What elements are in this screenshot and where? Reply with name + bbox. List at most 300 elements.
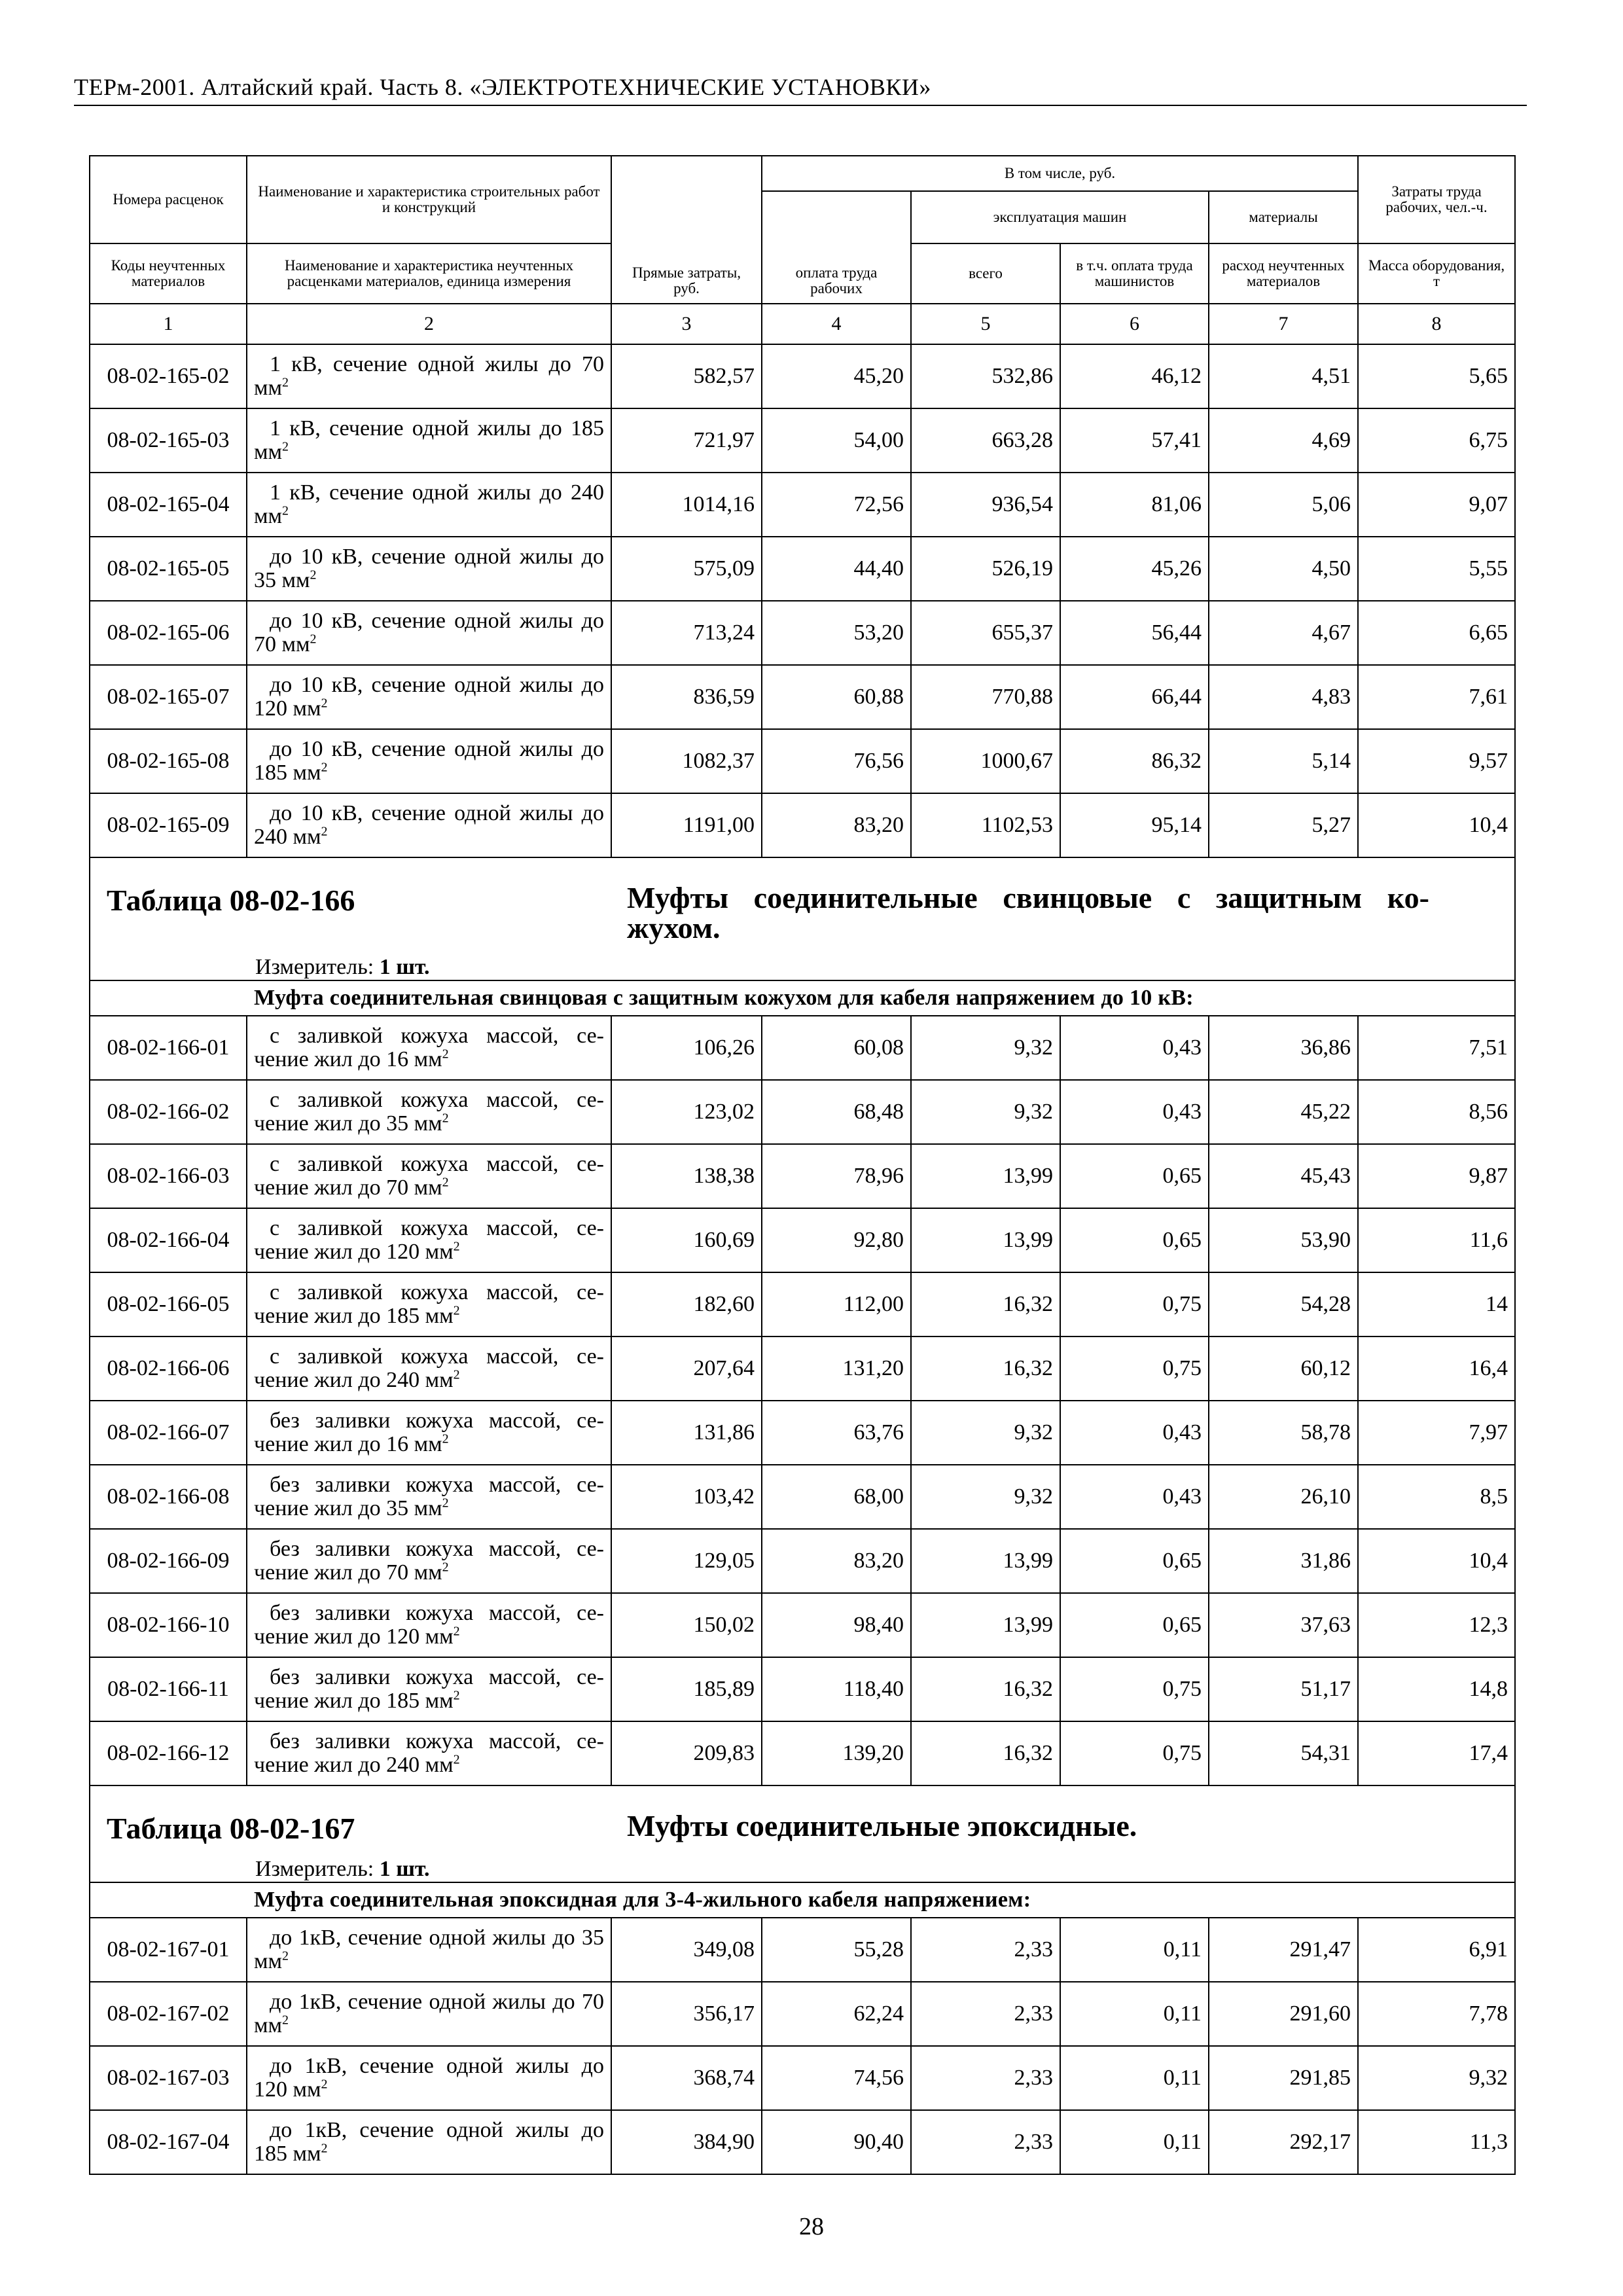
machinist-wages-cell: 0,75 (1060, 1336, 1209, 1401)
description-text: до 1кВ, сечение одной жилы до 185 мм (254, 2118, 604, 2166)
materials-cell: 291,60 (1209, 1982, 1358, 2046)
table-row (90, 473, 1515, 537)
wages-cell: 118,40 (762, 1657, 911, 1721)
work-description (247, 793, 611, 857)
labor-cell: 9,57 (1358, 729, 1515, 793)
materials-cell: 26,10 (1209, 1465, 1358, 1529)
table-row (90, 2110, 1515, 2174)
wages-cell: 55,28 (762, 1918, 911, 1982)
labor-cell: 14 (1358, 1272, 1515, 1336)
unit-exponent: 2 (453, 1752, 460, 1767)
machines-total-cell: 1000,67 (911, 729, 1060, 793)
column-number: 1 (90, 304, 247, 344)
direct-costs-cell: 349,08 (611, 1918, 762, 1982)
header-material-codes: Коды неучтенных материалов (90, 243, 247, 304)
header-material-description: Наименование и характеристика неучтенных расценками материалов, единица измерения (247, 243, 611, 304)
machinist-wages-cell: 0,43 (1060, 1465, 1209, 1529)
direct-costs-cell: 138,38 (611, 1144, 762, 1208)
description-text: до 10 кВ, сечение одной жилы до 240 мм (254, 801, 604, 849)
work-description (247, 1721, 611, 1785)
machinist-wages-cell: 0,11 (1060, 2046, 1209, 2110)
materials-cell: 58,78 (1209, 1401, 1358, 1465)
machines-total-cell: 16,32 (911, 1272, 1060, 1336)
table-row (90, 601, 1515, 665)
table-row (90, 1016, 1515, 1080)
header-labor-costs: Затраты труда рабочих, чел.-ч. (1358, 156, 1515, 243)
wages-cell: 76,56 (762, 729, 911, 793)
wages-cell: 68,00 (762, 1465, 911, 1529)
materials-cell: 5,06 (1209, 473, 1358, 537)
direct-costs-cell: 160,69 (611, 1208, 762, 1272)
work-description (247, 473, 611, 537)
materials-cell: 37,63 (1209, 1593, 1358, 1657)
wages-cell: 54,00 (762, 408, 911, 473)
description-text: с заливкой кожуха массой, се-чение жил до 185 мм (254, 1280, 604, 1328)
labor-cell: 6,91 (1358, 1918, 1515, 1982)
description-text: без заливки кожуха массой, се-чение жил до 120 мм (254, 1601, 604, 1649)
materials-cell: 45,43 (1209, 1144, 1358, 1208)
unit-exponent: 2 (442, 1560, 449, 1575)
unit-exponent: 2 (321, 2077, 328, 2092)
work-description (247, 1593, 611, 1657)
materials-cell: 54,31 (1209, 1721, 1358, 1785)
direct-costs-cell: 356,17 (611, 1982, 762, 2046)
table-row (90, 1529, 1515, 1593)
direct-costs-cell: 575,09 (611, 537, 762, 601)
labor-cell: 7,97 (1358, 1401, 1515, 1465)
machines-total-cell: 9,32 (911, 1465, 1060, 1529)
labor-cell: 9,07 (1358, 473, 1515, 537)
description-text: с заливкой кожуха массой, се-чение жил до 16 мм (254, 1024, 604, 1071)
wages-cell: 139,20 (762, 1721, 911, 1785)
rate-code: 08-02-166-08 (90, 1465, 247, 1529)
table-row (90, 1593, 1515, 1657)
header-direct-costs: Прямые затраты, руб. (611, 156, 762, 304)
description-text: до 1кВ, сечение одной жилы до 70 мм (254, 1990, 604, 2037)
wages-cell: 45,20 (762, 344, 911, 408)
rate-code: 08-02-166-05 (90, 1272, 247, 1336)
labor-cell: 7,78 (1358, 1982, 1515, 2046)
table-row (90, 344, 1515, 408)
direct-costs-cell: 384,90 (611, 2110, 762, 2174)
machines-total-cell: 663,28 (911, 408, 1060, 473)
table-166-measure (90, 948, 1515, 980)
description-text: без заливки кожуха массой, се-чение жил до 35 мм (254, 1473, 604, 1520)
machinist-wages-cell: 66,44 (1060, 665, 1209, 729)
wages-cell: 72,56 (762, 473, 911, 537)
wages-cell: 44,40 (762, 537, 911, 601)
column-number: 8 (1358, 304, 1515, 344)
table-166-name: Муфты соединительные свинцовые с защитным ко-жухом. (627, 881, 1430, 944)
header-rate-numbers: Номера расценок (90, 156, 247, 243)
labor-cell: 8,5 (1358, 1465, 1515, 1529)
labor-cell: 17,4 (1358, 1721, 1515, 1785)
labor-cell: 10,4 (1358, 793, 1515, 857)
header-work-description: Наименование и характеристика строительных работ и конструкций (247, 156, 611, 243)
direct-costs-cell: 185,89 (611, 1657, 762, 1721)
machinist-wages-cell: 0,75 (1060, 1721, 1209, 1785)
work-description (247, 2046, 611, 2110)
page-number: 28 (799, 2213, 824, 2240)
direct-costs-cell: 207,64 (611, 1336, 762, 1401)
table-166-title-row (90, 857, 1515, 948)
rate-code: 08-02-167-02 (90, 1982, 247, 2046)
description-text: с заливкой кожуха массой, се-чение жил до 240 мм (254, 1344, 604, 1392)
running-header: ТЕРм-2001. Алтайский край. Часть 8. «ЭЛЕКТРОТЕХНИЧЕСКИЕ УСТАНОВКИ» (74, 74, 931, 100)
measure-value: 1 шт. (379, 1857, 430, 1881)
wages-cell: 68,48 (762, 1080, 911, 1144)
unit-exponent: 2 (321, 824, 328, 839)
machinist-wages-cell: 45,26 (1060, 537, 1209, 601)
table-row (90, 2046, 1515, 2110)
wages-cell: 62,24 (762, 1982, 911, 2046)
header-machines: эксплуатация машин (911, 191, 1209, 243)
work-description (247, 1144, 611, 1208)
wages-cell: 63,76 (762, 1401, 911, 1465)
table-row (90, 1982, 1515, 2046)
work-description (247, 1016, 611, 1080)
wages-cell: 74,56 (762, 2046, 911, 2110)
work-description (247, 1272, 611, 1336)
description-text: до 1кВ, сечение одной жилы до 35 мм (254, 1926, 604, 1973)
description-text: без заливки кожуха массой, се-чение жил до 240 мм (254, 1729, 604, 1777)
direct-costs-cell: 1014,16 (611, 473, 762, 537)
labor-cell: 11,6 (1358, 1208, 1515, 1272)
wages-cell: 83,20 (762, 1529, 911, 1593)
unit-exponent: 2 (321, 760, 328, 775)
work-description (247, 665, 611, 729)
rate-code: 08-02-167-01 (90, 1918, 247, 1982)
machines-total-cell: 16,32 (911, 1657, 1060, 1721)
header-unaccounted-materials: расход неучтенных материалов (1209, 243, 1358, 304)
materials-cell: 5,14 (1209, 729, 1358, 793)
table-167-measure-row (90, 1850, 1515, 1882)
work-description (247, 1982, 611, 2046)
work-description (247, 537, 611, 601)
materials-cell: 292,17 (1209, 2110, 1358, 2174)
materials-cell: 60,12 (1209, 1336, 1358, 1401)
labor-cell: 5,55 (1358, 537, 1515, 601)
rate-code: 08-02-165-05 (90, 537, 247, 601)
labor-cell: 9,87 (1358, 1144, 1515, 1208)
work-description (247, 344, 611, 408)
machines-total-cell: 2,33 (911, 2110, 1060, 2174)
unit-exponent: 2 (453, 1624, 460, 1639)
materials-cell: 4,51 (1209, 344, 1358, 408)
direct-costs-cell: 582,57 (611, 344, 762, 408)
table-row (90, 408, 1515, 473)
materials-cell: 51,17 (1209, 1657, 1358, 1721)
unit-exponent: 2 (442, 1175, 449, 1190)
description-text: с заливкой кожуха массой, се-чение жил до 70 мм (254, 1152, 604, 1200)
rate-code: 08-02-167-04 (90, 2110, 247, 2174)
machinist-wages-cell: 95,14 (1060, 793, 1209, 857)
table-row (90, 1721, 1515, 1785)
column-number: 7 (1209, 304, 1358, 344)
rate-code: 08-02-165-07 (90, 665, 247, 729)
machinist-wages-cell: 81,06 (1060, 473, 1209, 537)
unit-exponent: 2 (282, 439, 289, 454)
column-number: 2 (247, 304, 611, 344)
table-167-measure (90, 1850, 1515, 1882)
machines-total-cell: 16,32 (911, 1336, 1060, 1401)
header-rule (74, 105, 1527, 106)
direct-costs-cell: 1191,00 (611, 793, 762, 857)
machinist-wages-cell: 86,32 (1060, 729, 1209, 793)
direct-costs-cell: 129,05 (611, 1529, 762, 1593)
table-166-group-heading: Муфта соединительная свинцовая с защитным кожухом для кабеля напряжением до 10 кВ: (90, 980, 1515, 1016)
machinist-wages-cell: 0,65 (1060, 1529, 1209, 1593)
materials-cell: 291,47 (1209, 1918, 1358, 1982)
unit-exponent: 2 (321, 2141, 328, 2156)
work-description (247, 1918, 611, 1982)
table-row (90, 1401, 1515, 1465)
labor-cell: 9,32 (1358, 2046, 1515, 2110)
wages-cell: 112,00 (762, 1272, 911, 1336)
table-row (90, 1272, 1515, 1336)
direct-costs-cell: 123,02 (611, 1080, 762, 1144)
description-text: 1 кВ, сечение одной жилы до 185 мм (254, 416, 604, 464)
machines-total-cell: 13,99 (911, 1144, 1060, 1208)
work-description (247, 1208, 611, 1272)
unit-exponent: 2 (442, 1431, 449, 1446)
wages-cell: 131,20 (762, 1336, 911, 1401)
machines-total-cell: 526,19 (911, 537, 1060, 601)
materials-cell: 4,50 (1209, 537, 1358, 601)
machines-total-cell: 16,32 (911, 1721, 1060, 1785)
table-167-title-row (90, 1785, 1515, 1850)
work-description (247, 729, 611, 793)
machines-total-cell: 13,99 (911, 1208, 1060, 1272)
unit-exponent: 2 (453, 1239, 460, 1254)
labor-cell: 7,51 (1358, 1016, 1515, 1080)
rate-code: 08-02-165-03 (90, 408, 247, 473)
materials-cell: 4,69 (1209, 408, 1358, 473)
description-text: без заливки кожуха массой, се-чение жил до 185 мм (254, 1665, 604, 1713)
table-row (90, 1208, 1515, 1272)
unit-exponent: 2 (453, 1367, 460, 1382)
unit-exponent: 2 (310, 632, 317, 647)
unit-exponent: 2 (282, 503, 289, 518)
rate-code: 08-02-166-04 (90, 1208, 247, 1272)
rate-code: 08-02-166-03 (90, 1144, 247, 1208)
machines-total-cell: 9,32 (911, 1401, 1060, 1465)
table-row (90, 729, 1515, 793)
work-description (247, 1657, 611, 1721)
direct-costs-cell: 368,74 (611, 2046, 762, 2110)
labor-cell: 8,56 (1358, 1080, 1515, 1144)
table-167-title: Таблица 08-02-167 (107, 1812, 355, 1845)
machinist-wages-cell: 0,43 (1060, 1016, 1209, 1080)
direct-costs-cell: 106,26 (611, 1016, 762, 1080)
table-row (90, 1465, 1515, 1529)
machines-total-cell: 1102,53 (911, 793, 1060, 857)
direct-costs-cell: 182,60 (611, 1272, 762, 1336)
wages-cell: 90,40 (762, 2110, 911, 2174)
column-number: 6 (1060, 304, 1209, 344)
description-text: до 10 кВ, сечение одной жилы до 185 мм (254, 737, 604, 785)
direct-costs-cell: 131,86 (611, 1401, 762, 1465)
column-numbers-row (90, 304, 1515, 344)
work-description (247, 1080, 611, 1144)
description-text: без заливки кожуха массой, се-чение жил до 70 мм (254, 1537, 604, 1585)
rate-code: 08-02-166-12 (90, 1721, 247, 1785)
rate-code: 08-02-165-06 (90, 601, 247, 665)
price-table (89, 155, 1516, 2175)
header-materials: материалы (1209, 191, 1358, 243)
machines-total-cell: 9,32 (911, 1016, 1060, 1080)
direct-costs-cell: 713,24 (611, 601, 762, 665)
unit-exponent: 2 (442, 1111, 449, 1126)
work-description (247, 2110, 611, 2174)
wages-cell: 78,96 (762, 1144, 911, 1208)
machines-total-cell: 13,99 (911, 1529, 1060, 1593)
machinist-wages-cell: 0,75 (1060, 1272, 1209, 1336)
direct-costs-cell: 1082,37 (611, 729, 762, 793)
table-row (90, 1144, 1515, 1208)
machines-total-cell: 9,32 (911, 1080, 1060, 1144)
materials-cell: 54,28 (1209, 1272, 1358, 1336)
description-text: до 1кВ, сечение одной жилы до 120 мм (254, 2054, 604, 2102)
labor-cell: 10,4 (1358, 1529, 1515, 1593)
wages-cell: 53,20 (762, 601, 911, 665)
materials-cell: 45,22 (1209, 1080, 1358, 1144)
labor-cell: 14,8 (1358, 1657, 1515, 1721)
materials-cell: 4,83 (1209, 665, 1358, 729)
direct-costs-cell: 150,02 (611, 1593, 762, 1657)
table-167-group-heading: Муфта соединительная эпоксидная для 3-4-жильного кабеля напряжением: (90, 1882, 1515, 1918)
description-text: до 10 кВ, сечение одной жилы до 120 мм (254, 673, 604, 721)
direct-costs-cell: 836,59 (611, 665, 762, 729)
work-description (247, 408, 611, 473)
rate-code: 08-02-166-11 (90, 1657, 247, 1721)
header-wages: оплата труда рабочих (762, 191, 911, 304)
machinist-wages-cell: 0,43 (1060, 1401, 1209, 1465)
rate-code: 08-02-166-09 (90, 1529, 247, 1593)
table-row (90, 1918, 1515, 1982)
description-text: с заливкой кожуха массой, се-чение жил до 120 мм (254, 1216, 604, 1264)
work-description (247, 1401, 611, 1465)
machines-total-cell: 532,86 (911, 344, 1060, 408)
unit-exponent: 2 (282, 2013, 289, 2028)
machinist-wages-cell: 0,65 (1060, 1593, 1209, 1657)
rate-code: 08-02-165-02 (90, 344, 247, 408)
machines-total-cell: 936,54 (911, 473, 1060, 537)
rate-code: 08-02-165-04 (90, 473, 247, 537)
column-number: 3 (611, 304, 762, 344)
machinist-wages-cell: 56,44 (1060, 601, 1209, 665)
column-number: 4 (762, 304, 911, 344)
wages-cell: 92,80 (762, 1208, 911, 1272)
column-number: 5 (911, 304, 1060, 344)
machinist-wages-cell: 0,11 (1060, 1918, 1209, 1982)
work-description (247, 601, 611, 665)
table-row (90, 665, 1515, 729)
labor-cell: 16,4 (1358, 1336, 1515, 1401)
unit-exponent: 2 (442, 1047, 449, 1062)
wages-cell: 60,08 (762, 1016, 911, 1080)
rate-code: 08-02-166-02 (90, 1080, 247, 1144)
direct-costs-cell: 209,83 (611, 1721, 762, 1785)
measure-label: Измеритель: (255, 1857, 380, 1881)
measure-value: 1 шт. (379, 955, 430, 979)
labor-cell: 5,65 (1358, 344, 1515, 408)
rate-code: 08-02-166-10 (90, 1593, 247, 1657)
table-167-name: Муфты соединительные эпоксидные. (627, 1809, 1137, 1842)
machines-total-cell: 13,99 (911, 1593, 1060, 1657)
description-text: без заливки кожуха массой, се-чение жил до 16 мм (254, 1408, 604, 1456)
rate-code: 08-02-166-06 (90, 1336, 247, 1401)
unit-exponent: 2 (453, 1303, 460, 1318)
labor-cell: 6,65 (1358, 601, 1515, 665)
header-machines-total: всего (911, 243, 1060, 304)
unit-exponent: 2 (321, 696, 328, 711)
description-text: до 10 кВ, сечение одной жилы до 35 мм (254, 545, 604, 592)
table-166-title: Таблица 08-02-166 (107, 884, 355, 917)
work-description (247, 1336, 611, 1401)
direct-costs-cell: 103,42 (611, 1465, 762, 1529)
machinist-wages-cell: 0,11 (1060, 2110, 1209, 2174)
materials-cell: 53,90 (1209, 1208, 1358, 1272)
work-description (247, 1529, 611, 1593)
materials-cell: 5,27 (1209, 793, 1358, 857)
machines-total-cell: 655,37 (911, 601, 1060, 665)
rate-code: 08-02-167-03 (90, 2046, 247, 2110)
work-description (247, 1465, 611, 1529)
unit-exponent: 2 (310, 567, 317, 583)
machines-total-cell: 2,33 (911, 1982, 1060, 2046)
table-166-group-row (90, 980, 1515, 1016)
materials-cell: 291,85 (1209, 2046, 1358, 2110)
wages-cell: 98,40 (762, 1593, 911, 1657)
machines-total-cell: 2,33 (911, 2046, 1060, 2110)
machinist-wages-cell: 0,43 (1060, 1080, 1209, 1144)
unit-exponent: 2 (282, 1948, 289, 1964)
description-text: 1 кВ, сечение одной жилы до 70 мм (254, 352, 604, 400)
machinist-wages-cell: 46,12 (1060, 344, 1209, 408)
wages-cell: 83,20 (762, 793, 911, 857)
labor-cell: 6,75 (1358, 408, 1515, 473)
rate-code: 08-02-166-07 (90, 1401, 247, 1465)
table-row (90, 1080, 1515, 1144)
header-equipment-mass: Масса оборудования, т (1358, 243, 1515, 304)
header-including: В том числе, руб. (762, 156, 1358, 191)
table-166-measure-row (90, 948, 1515, 980)
wages-cell: 60,88 (762, 665, 911, 729)
labor-cell: 7,61 (1358, 665, 1515, 729)
machinist-wages-cell: 0,75 (1060, 1657, 1209, 1721)
rate-code: 08-02-165-09 (90, 793, 247, 857)
direct-costs-cell: 721,97 (611, 408, 762, 473)
rate-code: 08-02-165-08 (90, 729, 247, 793)
machinist-wages-cell: 0,65 (1060, 1144, 1209, 1208)
measure-label: Измеритель: (255, 955, 380, 979)
machines-total-cell: 2,33 (911, 1918, 1060, 1982)
unit-exponent: 2 (282, 375, 289, 390)
rate-code: 08-02-166-01 (90, 1016, 247, 1080)
table-row (90, 793, 1515, 857)
description-text: до 10 кВ, сечение одной жилы до 70 мм (254, 609, 604, 656)
table-row (90, 537, 1515, 601)
header-machinist-wages: в т.ч. оплата труда машинистов (1060, 243, 1209, 304)
table-row (90, 1657, 1515, 1721)
machinist-wages-cell: 0,11 (1060, 1982, 1209, 2046)
materials-cell: 31,86 (1209, 1529, 1358, 1593)
unit-exponent: 2 (453, 1688, 460, 1703)
machinist-wages-cell: 0,65 (1060, 1208, 1209, 1272)
machinist-wages-cell: 57,41 (1060, 408, 1209, 473)
description-text: с заливкой кожуха массой, се-чение жил до 35 мм (254, 1088, 604, 1136)
